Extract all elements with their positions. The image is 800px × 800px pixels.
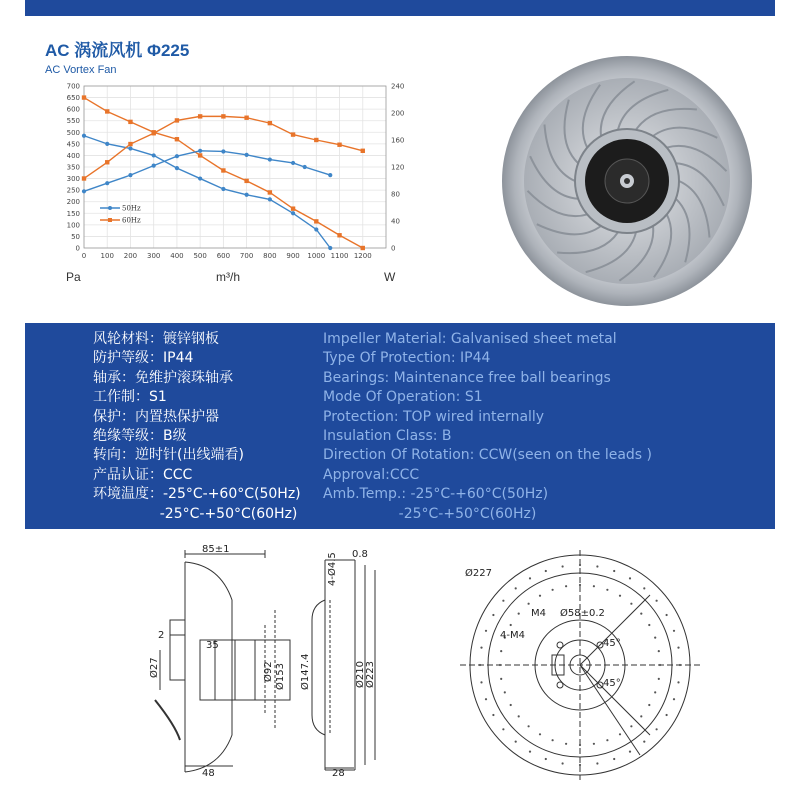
rivet-dot	[579, 764, 581, 766]
data-point-60Hz	[268, 190, 272, 194]
x-tick-label: 1100	[330, 252, 349, 260]
y-left-tick-label: 300	[66, 175, 80, 184]
y-left-tick-label: 650	[66, 94, 80, 103]
spec-line-en: Amb.Temp.: -25°C-+60°C(50Hz)	[323, 486, 549, 503]
dim-48: 48	[202, 768, 215, 779]
data-point-60Hz	[361, 246, 365, 250]
x-tick-label: 500	[193, 252, 207, 260]
right-axis-unit: W	[384, 270, 396, 284]
dim-153: Ø153	[275, 663, 286, 690]
data-point-60Hz	[151, 131, 155, 135]
rivet-dot	[545, 570, 547, 572]
data-point-50Hz	[105, 142, 109, 146]
rivet-dot	[656, 600, 658, 602]
y-left-tick-label: 250	[66, 186, 80, 195]
data-point-60Hz	[337, 143, 341, 147]
rivet-dot	[552, 739, 554, 741]
spec-line-cn: 绝缘等级：B级	[93, 427, 187, 444]
dim-28: 28	[332, 768, 345, 779]
data-point-50Hz	[82, 189, 86, 193]
y-left-tick-label: 700	[66, 82, 80, 91]
rivet-dot	[654, 691, 656, 693]
rivet-dot	[529, 577, 531, 579]
spec-line-en: -25°C-+50°C(60Hz)	[323, 505, 537, 522]
data-point-60Hz	[337, 233, 341, 237]
y-right-tick-label: 120	[391, 163, 405, 172]
rivet-dot	[606, 739, 608, 741]
y-right-tick-label: 80	[391, 190, 400, 199]
rivet-dot	[518, 715, 520, 717]
rivet-dot	[630, 603, 632, 605]
y-left-tick-label: 100	[66, 221, 80, 230]
angle-45-bottom: 45°	[603, 678, 621, 689]
spec-line-cn: 保护：内置热保护器	[93, 408, 219, 425]
data-point-50Hz	[198, 149, 202, 153]
y-right-tick-label: 240	[391, 82, 405, 91]
data-point-50Hz	[221, 187, 225, 191]
rivet-dot	[499, 664, 501, 666]
spec-line-cn: 防护等级：IP44	[93, 350, 194, 367]
rivet-dot	[596, 762, 598, 764]
x-tick-label: 600	[216, 252, 231, 260]
rivet-dot	[528, 725, 530, 727]
rivet-dot	[480, 681, 482, 683]
dim-35: 35	[206, 640, 219, 651]
y-left-tick-label: 0	[75, 244, 80, 253]
data-point-50Hz	[303, 165, 307, 169]
dim-27: Ø27	[149, 657, 160, 678]
data-point-60Hz	[291, 206, 295, 210]
technical-drawings	[140, 540, 760, 790]
data-point-50Hz	[128, 173, 132, 177]
data-point-60Hz	[105, 109, 109, 113]
dim-0-8: 0.8	[352, 549, 368, 560]
data-point-60Hz	[198, 114, 202, 118]
rivet-dot	[480, 647, 482, 649]
data-point-60Hz	[198, 153, 202, 157]
rivet-dot	[673, 698, 675, 700]
top-banner-bar	[25, 0, 775, 16]
rivet-dot	[515, 741, 517, 743]
rivet-dot	[648, 704, 650, 706]
rivet-dot	[640, 613, 642, 615]
rivet-dot	[643, 741, 645, 743]
data-point-60Hz	[221, 168, 225, 172]
legend-marker-50Hz	[108, 206, 112, 210]
rivet-dot	[673, 630, 675, 632]
spec-list-en	[323, 330, 652, 524]
spec-line-cn: -25°C-+50°C(60Hz)	[93, 505, 298, 522]
x-tick-label: 900	[286, 252, 300, 260]
y-right-tick-label: 40	[391, 217, 400, 226]
data-point-50Hz	[221, 149, 225, 153]
rivet-dot	[613, 570, 615, 572]
rivet-dot	[659, 664, 661, 666]
spec-line-cn: 工作制：S1	[93, 389, 167, 406]
x-axis-unit: m³/h	[216, 270, 240, 284]
rivet-dot	[528, 603, 530, 605]
spec-line-cn: 产品认证：CCC	[93, 466, 193, 483]
y-left-tick-label: 600	[66, 105, 80, 114]
spec-line-en: Bearings: Maintenance free ball bearings	[323, 369, 611, 386]
rivet-dot	[679, 664, 681, 666]
rivet-dot	[492, 614, 494, 616]
side-view-drawing	[155, 550, 290, 772]
rivet-dot	[619, 733, 621, 735]
data-point-60Hz	[105, 160, 109, 164]
rivet-dot	[640, 715, 642, 717]
rivet-dot	[545, 758, 547, 760]
y-left-tick-label: 150	[66, 209, 80, 218]
dim-85: 85±1	[202, 544, 230, 555]
data-point-50Hz	[198, 176, 202, 180]
rivet-dot	[606, 589, 608, 591]
spec-list-cn	[93, 330, 301, 524]
data-point-50Hz	[175, 166, 179, 170]
rivet-dot	[593, 585, 595, 587]
data-point-60Hz	[314, 219, 318, 223]
data-point-50Hz	[175, 154, 179, 158]
rivet-dot	[565, 585, 567, 587]
data-point-60Hz	[175, 118, 179, 122]
page-title: AC 涡流风机 Φ225	[45, 41, 190, 60]
rivet-dot	[629, 577, 631, 579]
data-point-50Hz	[328, 173, 332, 177]
data-point-50Hz	[245, 193, 249, 197]
data-point-50Hz	[105, 181, 109, 185]
spec-line-cn: 环境温度：-25°C-+60°C(50Hz)	[93, 486, 301, 503]
rivet-dot	[562, 762, 564, 764]
rivet-dot	[500, 650, 502, 652]
rivet-dot	[510, 704, 512, 706]
rivet-dot	[658, 650, 660, 652]
rivet-dot	[629, 751, 631, 753]
angle-45-top: 45°	[603, 638, 621, 649]
y-right-tick-label: 200	[391, 109, 405, 118]
data-point-60Hz	[175, 137, 179, 141]
rivet-dot	[593, 743, 595, 745]
rivet-dot	[613, 758, 615, 760]
data-point-60Hz	[314, 138, 318, 142]
data-point-50Hz	[245, 153, 249, 157]
y-left-tick-label: 400	[66, 151, 80, 160]
data-point-50Hz	[82, 134, 86, 138]
rivet-dot	[596, 565, 598, 567]
rivet-dot	[579, 584, 581, 586]
rivet-dot	[500, 678, 502, 680]
rivet-dot	[479, 664, 481, 666]
spec-line-en: Direction Of Rotation: CCW(seen on the leads )	[323, 447, 652, 464]
data-point-60Hz	[291, 132, 295, 136]
x-tick-label: 100	[100, 252, 114, 260]
rivet-dot	[485, 630, 487, 632]
y-left-tick-label: 550	[66, 117, 80, 126]
data-point-60Hz	[82, 95, 86, 99]
legend-marker-60Hz	[108, 218, 112, 222]
dim-210: Ø210	[355, 661, 366, 688]
y-left-tick-label: 200	[66, 198, 80, 207]
legend-label-60Hz: 60Hz	[122, 216, 141, 225]
spec-line-en: Type Of Protection: IP44	[323, 350, 491, 367]
rivet-dot	[579, 564, 581, 566]
fan-product-photo	[500, 54, 755, 309]
spec-line-en: Impeller Material: Galvanised sheet metal	[323, 331, 617, 347]
rivet-dot	[666, 714, 668, 716]
x-tick-label: 1000	[307, 252, 326, 260]
rivet-dot	[677, 647, 679, 649]
data-point-60Hz	[361, 149, 365, 153]
rivet-dot	[539, 595, 541, 597]
rivet-dot	[656, 728, 658, 730]
spec-line-en: Protection: TOP wired internally	[323, 408, 545, 425]
spec-line-cn: 轴承：免维护滚珠轴承	[93, 369, 233, 386]
dim-58: Ø58±0.2	[560, 608, 605, 619]
data-point-60Hz	[128, 120, 132, 124]
spec-line-en: Insulation Class: B	[323, 427, 452, 444]
data-point-50Hz	[291, 161, 295, 165]
rivet-dot	[539, 733, 541, 735]
spec-line-cn: 风轮材料：镀锌钢板	[93, 331, 219, 347]
x-tick-label: 0	[81, 252, 87, 260]
rivet-dot	[504, 691, 506, 693]
y-left-tick-label: 450	[66, 140, 80, 149]
data-point-60Hz	[244, 116, 248, 120]
page-subtitle: AC Vortex Fan	[45, 64, 117, 76]
x-tick-label: 200	[123, 252, 138, 260]
rivet-dot	[630, 725, 632, 727]
rivet-dot	[562, 565, 564, 567]
rivet-dot	[658, 678, 660, 680]
data-point-50Hz	[152, 153, 156, 157]
rivet-dot	[518, 613, 520, 615]
dim-92: Ø92	[263, 661, 274, 682]
rivet-dot	[677, 681, 679, 683]
rivet-dot	[510, 624, 512, 626]
performance-chart	[46, 76, 416, 291]
x-tick-label: 300	[147, 252, 161, 260]
legend-label-50Hz: 50Hz	[122, 204, 141, 213]
data-point-60Hz	[221, 114, 225, 118]
rivet-dot	[502, 728, 504, 730]
x-tick-label: 1200	[353, 252, 372, 260]
x-tick-label: 400	[170, 252, 184, 260]
rivet-dot	[619, 595, 621, 597]
dim-m4: M4	[531, 608, 546, 619]
data-point-50Hz	[314, 227, 318, 231]
data-point-60Hz	[128, 142, 132, 146]
y-left-tick-label: 50	[71, 232, 80, 241]
rivet-dot	[502, 600, 504, 602]
rivet-dot	[666, 614, 668, 616]
data-point-60Hz	[268, 121, 272, 125]
rivet-dot	[552, 589, 554, 591]
rivet-dot	[643, 587, 645, 589]
y-right-tick-label: 160	[391, 136, 405, 145]
x-tick-label: 800	[263, 252, 277, 260]
dim-4-holes: 4-Ø4.5	[327, 552, 338, 586]
rivet-dot	[529, 751, 531, 753]
data-point-50Hz	[152, 164, 156, 168]
rivet-dot	[654, 637, 656, 639]
data-point-60Hz	[244, 179, 248, 183]
spec-line-en: Mode Of Operation: S1	[323, 389, 483, 406]
data-point-50Hz	[328, 246, 332, 250]
dim-147: Ø147.4	[300, 653, 311, 690]
data-point-50Hz	[291, 211, 295, 215]
rivet-dot	[579, 744, 581, 746]
spec-line-cn: 转向：逆时针(出线端看)	[93, 447, 244, 464]
spec-line-en: Approval:CCC	[323, 466, 420, 483]
y-left-tick-label: 350	[66, 163, 80, 172]
dim-227: Ø227	[465, 568, 492, 579]
left-axis-unit: Pa	[66, 270, 81, 284]
rivet-dot	[485, 698, 487, 700]
rivet-dot	[515, 587, 517, 589]
data-point-50Hz	[268, 197, 272, 201]
data-point-50Hz	[128, 146, 132, 150]
x-tick-label: 700	[239, 252, 254, 260]
dim-223: Ø223	[365, 661, 376, 688]
data-point-50Hz	[268, 157, 272, 161]
data-point-60Hz	[82, 176, 86, 180]
y-left-tick-label: 500	[66, 128, 80, 137]
rivet-dot	[492, 714, 494, 716]
rivet-dot	[565, 743, 567, 745]
rivet-dot	[648, 624, 650, 626]
dim-2: 2	[158, 630, 165, 641]
dim-4-m4: 4-M4	[500, 630, 525, 641]
y-right-tick-label: 0	[391, 244, 396, 253]
